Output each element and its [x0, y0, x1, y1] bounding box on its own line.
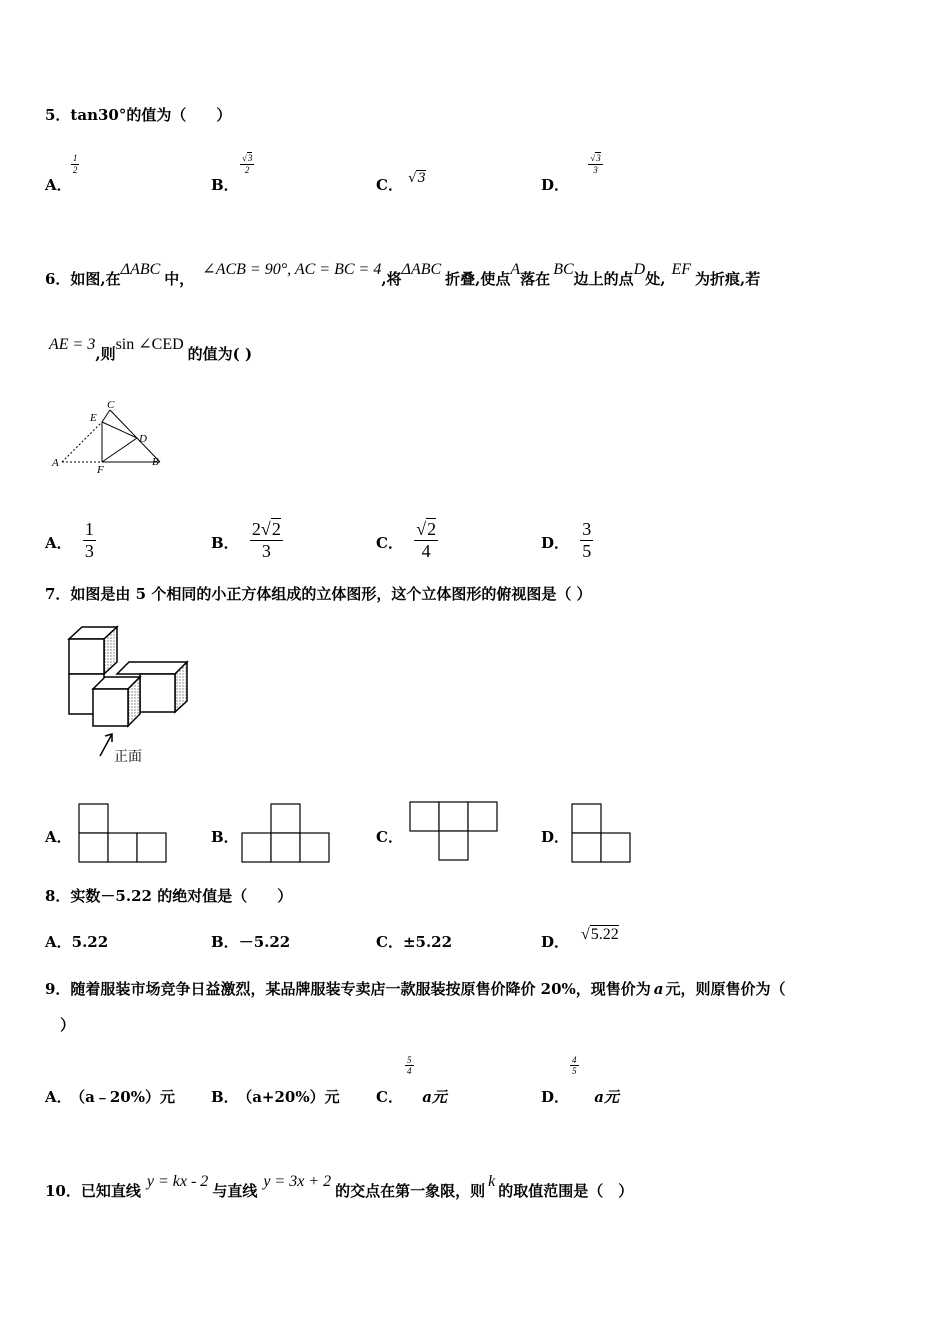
line-2-equation: y = 3x + 2	[263, 1173, 332, 1190]
q5-a-den: 2	[72, 164, 78, 175]
q6-option-d-label: D．	[541, 534, 570, 553]
q7-option-d[interactable]	[541, 826, 569, 847]
q8-option-b-value: －5.22	[238, 933, 291, 951]
q9-option-a[interactable]	[45, 1086, 175, 1107]
question-5-stem: 5．tan30°的值为（ ）	[45, 106, 232, 124]
q5-d-den: 3	[588, 164, 602, 175]
question-9-stem-line2: ）	[60, 1016, 76, 1034]
label-f: F	[97, 464, 104, 476]
q8-option-c-label: C．	[376, 933, 403, 951]
q8-option-a-label: A．	[45, 933, 72, 951]
q8-option-d-value: √5.22	[581, 926, 619, 943]
ae-condition: AE = 3	[49, 336, 96, 353]
q9-option-a-label: A．	[45, 1088, 72, 1106]
q9-option-d-label: D．	[541, 1088, 570, 1106]
q7-3d-figure	[62, 622, 192, 767]
question-8-stem: 8．实数－5.22 的绝对值是（ ）	[45, 887, 293, 905]
label-a: A	[52, 457, 59, 469]
q5-option-c[interactable]	[376, 171, 426, 195]
q5-option-a-fraction	[71, 153, 80, 175]
question-10-stem: 10．已知直线y = kx - 2与直线y = 3x + 2的交点在第一象限，则k的取值范围是（ ）	[45, 1173, 634, 1200]
label-c: C	[107, 399, 115, 411]
q5-option-c-value: √3	[408, 171, 426, 186]
q6-option-d-fraction: $\frac{3}{5}$	[582, 519, 592, 561]
q7-option-b-figure[interactable]	[241, 803, 333, 865]
q5-option-d-label: D．	[541, 176, 570, 194]
q6-option-a[interactable]	[45, 519, 96, 565]
q9-option-c[interactable]	[376, 1055, 447, 1107]
q5-option-d[interactable]	[541, 153, 601, 197]
q8-option-c-value: ±5.22	[402, 933, 453, 951]
q6-option-c-fraction: $\frac{√2}{4}$	[416, 519, 437, 561]
q7-option-a-label: A．	[45, 828, 72, 846]
q6-option-a-fraction: $\frac{1}{3}$	[84, 519, 94, 561]
q9-option-c-fraction: $\frac{5}{4}$	[407, 1055, 412, 1077]
q5-b-num: 3	[247, 153, 253, 164]
label-b: B	[152, 456, 159, 468]
sin-expression: sin ∠CED	[115, 336, 184, 353]
q7-option-a[interactable]	[45, 826, 72, 847]
q6-option-c-label: C．	[376, 534, 403, 553]
q5-option-b[interactable]	[211, 153, 258, 197]
triangle-abc: ΔABC	[120, 261, 161, 278]
angle-condition: ∠ACB = 90°, AC = BC = 4	[202, 261, 382, 278]
q9-option-d[interactable]	[541, 1055, 619, 1107]
question-9-stem: 9．随着服装市场竞争日益激烈，某品牌服装专卖店一款服装按原售价降价 20%，现售价为 a 元，则原售价为（	[45, 980, 786, 998]
q5-option-c-label: C．	[376, 176, 403, 194]
q6-option-d[interactable]	[541, 519, 593, 565]
q6-option-c[interactable]	[376, 519, 438, 565]
q9-option-c-value: a元	[422, 1088, 447, 1106]
q7-option-b-label: B．	[211, 828, 239, 846]
q5-option-b-label: B．	[211, 176, 239, 194]
q9-option-b-label: B．	[211, 1088, 239, 1106]
q9-option-a-value: （a﹣20%）元	[77, 1088, 175, 1106]
q5-option-d-fraction: $\frac{√3}{3}$	[590, 153, 601, 175]
q9-option-d-fraction: $\frac{4}{5}$	[572, 1055, 577, 1077]
q9-option-d-value: a元	[594, 1088, 619, 1106]
q5-option-a[interactable]	[45, 153, 85, 197]
label-e: E	[90, 412, 97, 424]
front-label: 正面	[114, 749, 142, 765]
q7-option-d-figure[interactable]	[571, 803, 633, 865]
label-d: D	[139, 433, 147, 445]
question-6-stem-line1: 6．如图,在ΔABC中，∠ACB = 90°, AC = BC = 4,将ΔABC折叠,使点A落在BC边上的点D处,EF为折痕,若	[45, 261, 761, 288]
q6-option-b-label: B．	[211, 534, 239, 553]
q9-option-b-value: （a+20%）元	[244, 1088, 340, 1106]
question-7-stem: 7．如图是由 5 个相同的小正方体组成的立体图形，这个立体图形的俯视图是（ ）	[45, 585, 592, 603]
q8-option-d-label: D．	[541, 933, 570, 951]
q5-option-b-fraction: $\frac{√3}{2}$	[241, 153, 253, 175]
q7-option-c[interactable]	[376, 826, 403, 847]
question-6-stem-line2: AE = 3,则sin ∠CED的值为( )	[49, 336, 253, 363]
q5-option-a-label: A．	[45, 176, 72, 194]
q6-option-a-label: A．	[45, 534, 72, 553]
q8-option-c[interactable]	[376, 931, 452, 952]
q7-option-d-label: D．	[541, 828, 570, 846]
q9-option-b[interactable]	[211, 1086, 340, 1107]
q5-b-den: 2	[240, 164, 254, 175]
line-1-equation: y = kx - 2	[146, 1173, 209, 1190]
q8-option-b[interactable]	[211, 931, 290, 952]
q5-d-num: 3	[596, 153, 601, 164]
q8-option-d[interactable]	[541, 926, 619, 952]
q6-option-b[interactable]	[211, 519, 283, 565]
q7-option-b[interactable]	[211, 826, 239, 847]
q7-option-a-figure[interactable]	[78, 803, 170, 865]
q5-a-num: 1	[72, 153, 78, 164]
q8-option-a[interactable]	[45, 931, 108, 952]
q8-option-b-label: B．	[211, 933, 239, 951]
q9-option-c-label: C．	[376, 1088, 403, 1106]
q8-option-a-value: 5.22	[71, 933, 109, 951]
q6-figure	[40, 396, 180, 476]
q7-option-c-figure[interactable]	[409, 801, 501, 863]
q6-option-b-fraction: $\frac{2√2}{3}$	[251, 519, 281, 561]
q7-option-c-label: C．	[376, 828, 403, 846]
